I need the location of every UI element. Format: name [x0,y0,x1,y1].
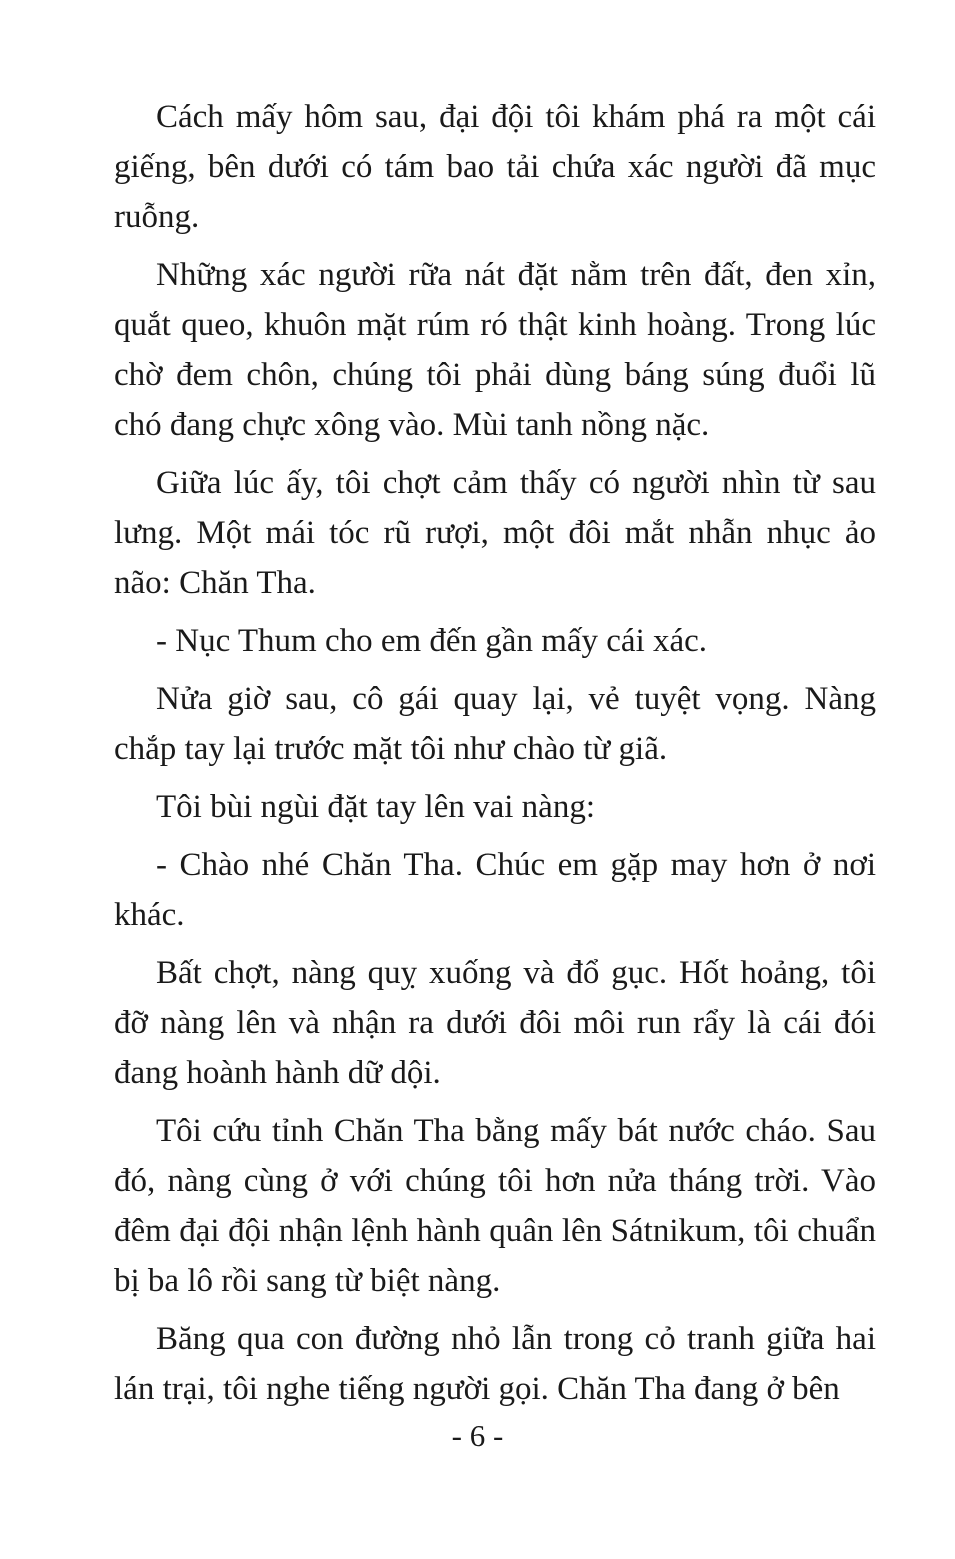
paragraph-9: Tôi cứu tỉnh Chăn Tha bằng mấy bát nước cháo. Sau đó, nàng cùng ở với chúng tôi hơn nửa tháng trời. Vào đêm đại đội nhận lệnh hành quân lên Sátnikum, tôi chuẩn bị ba lô rồi sang từ biệt nàng. [114,1113,876,1299]
paragraph-5: Nửa giờ sau, cô gái quay lại, vẻ tuyệt vọng. Nàng chắp tay lại trước mặt tôi như chào từ giã. [114,681,876,767]
paragraph-2: Những xác người rữa nát đặt nằm trên đất, đen xỉn, quắt queo, khuôn mặt rúm ró thật kinh hoàng. Trong lúc chờ đem chôn, chúng tôi phải dùng báng súng đuổi lũ chó đang chực xông vào. Mùi tanh nồng nặc. [114,257,876,443]
paragraph-10: Băng qua con đường nhỏ lẫn trong cỏ tranh giữa hai lán trại, tôi nghe tiếng người gọi. Chăn Tha đang ở bên [114,1321,876,1407]
paragraph-1: Cách mấy hôm sau, đại đội tôi khám phá ra một cái giếng, bên dưới có tám bao tải chứa xác người đã mục ruỗng. [114,99,876,235]
paragraph-8: Bất chợt, nàng quỵ xuống và đổ gục. Hốt hoảng, tôi đỡ nàng lên và nhận ra dưới đôi môi run rẩy là cái đói đang hoành hành dữ dội. [114,955,876,1091]
page-number: - 6 - [451,1418,504,1453]
paragraph-3: Giữa lúc ấy, tôi chợt cảm thấy có người nhìn từ sau lưng. Một mái tóc rũ rượi, một đôi mắt nhẫn nhục ảo não: Chăn Tha. [114,465,876,601]
paragraph-4: - Nục Thum cho em đến gần mấy cái xác. [156,623,708,659]
paragraph-7: - Chào nhé Chăn Tha. Chúc em gặp may hơn ở nơi khác. [114,847,876,933]
body-text [114,92,876,1422]
paragraph-6: Tôi bùi ngùi đặt tay lên vai nàng: [156,789,595,825]
